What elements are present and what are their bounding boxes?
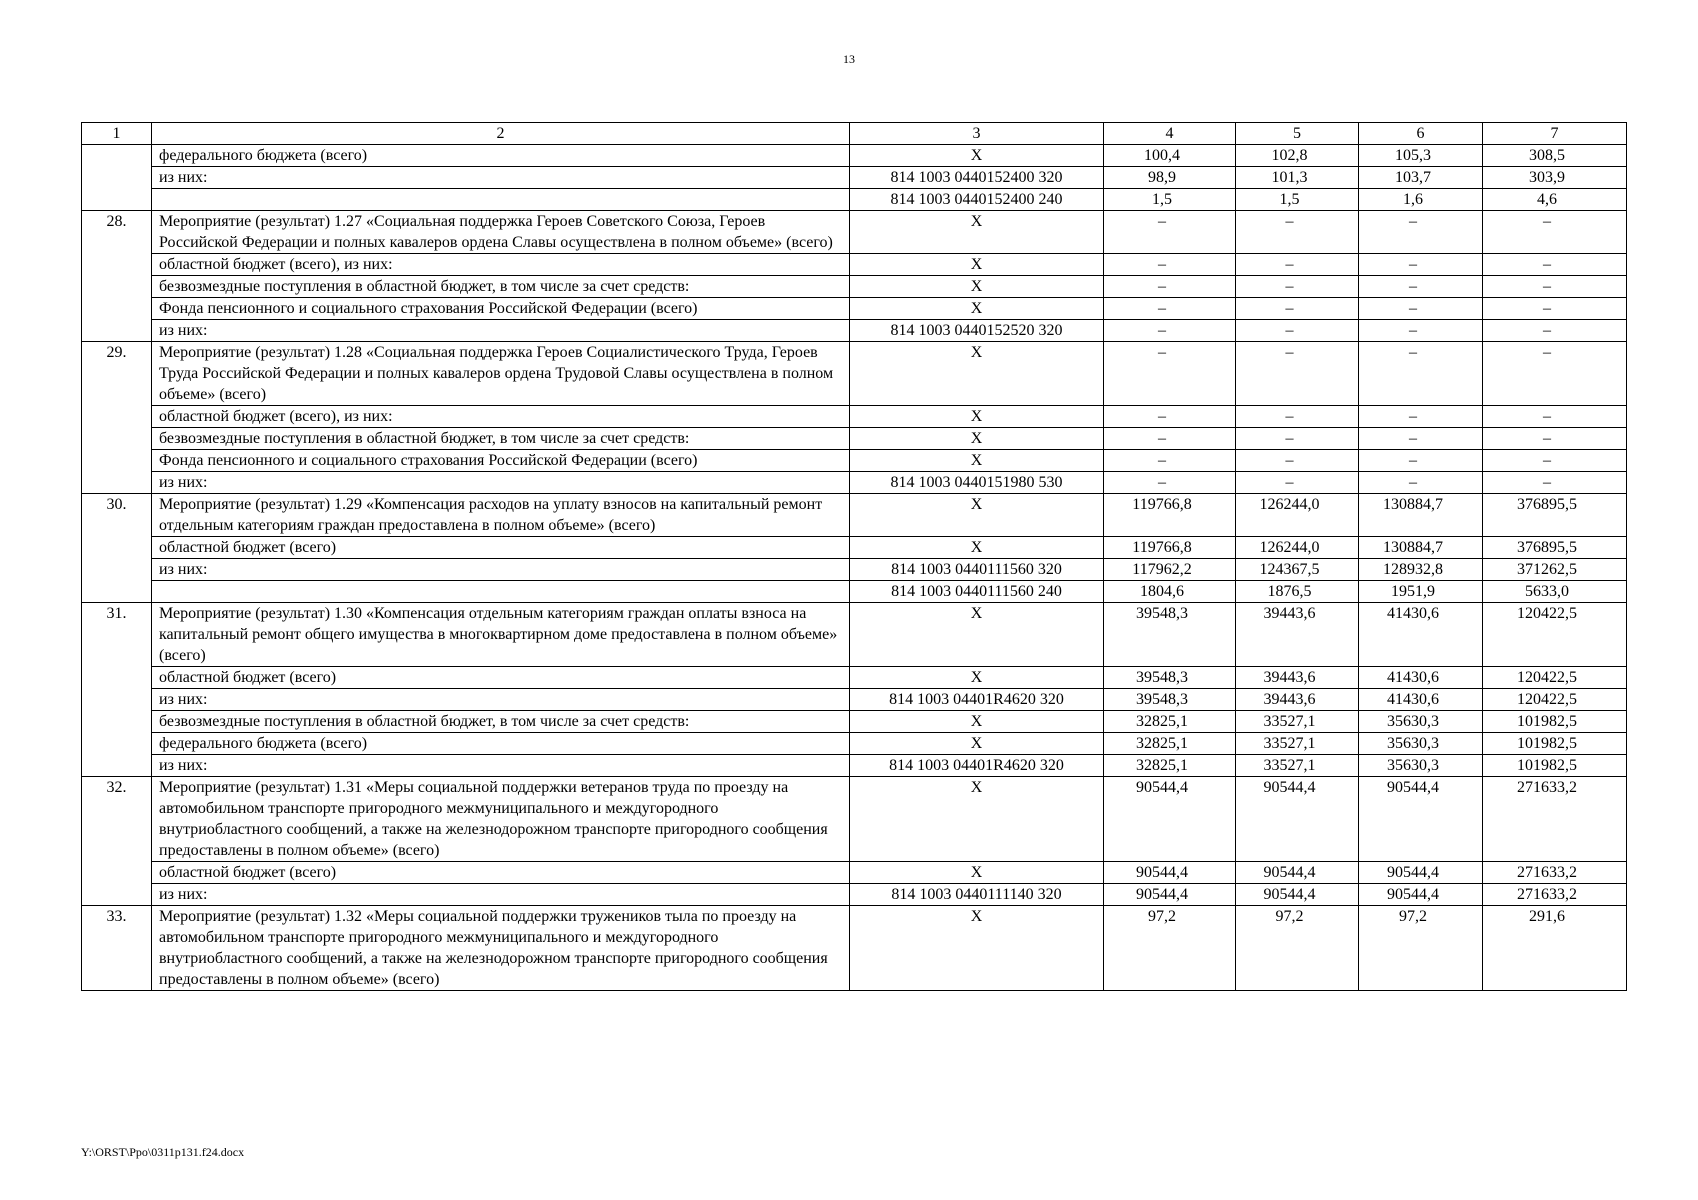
value-cell-total: –	[1483, 472, 1627, 494]
value-cell-year2: 33527,1	[1236, 711, 1359, 733]
value-cell-total: 101982,5	[1483, 755, 1627, 777]
value-cell-year2: 101,3	[1236, 167, 1359, 189]
value-cell-year3: 130884,7	[1359, 494, 1483, 537]
description-cell: областной бюджет (всего), из них:	[152, 254, 850, 276]
value-cell-total: 376895,5	[1483, 494, 1627, 537]
table-row	[82, 711, 1627, 733]
value-cell-total: –	[1483, 406, 1627, 428]
value-cell-year2: 1,5	[1236, 189, 1359, 211]
description-cell	[152, 189, 850, 211]
footer-file-path: Y:\ORST\Ppo\0311p131.f24.docx	[81, 1145, 245, 1159]
budget-code-cell: Х	[850, 733, 1104, 755]
value-cell-year2: –	[1236, 450, 1359, 472]
budget-code-cell: 814 1003 0440111560 320	[850, 559, 1104, 581]
description-cell: из них:	[152, 884, 850, 906]
budget-code-cell: Х	[850, 494, 1104, 537]
value-cell-year3: 41430,6	[1359, 603, 1483, 667]
table-row	[82, 450, 1627, 472]
value-cell-year3: 97,2	[1359, 906, 1483, 991]
value-cell-year3: 35630,3	[1359, 711, 1483, 733]
value-cell-year3: 90544,4	[1359, 862, 1483, 884]
value-cell-year1: –	[1104, 342, 1236, 406]
description-cell: из них:	[152, 755, 850, 777]
value-cell-year2: 102,8	[1236, 145, 1359, 167]
value-cell-year1: 39548,3	[1104, 689, 1236, 711]
value-cell-total: 5633,0	[1483, 581, 1627, 603]
table-row	[82, 494, 1627, 537]
description-cell: безвозмездные поступления в областной бюджет, в том числе за счет средств:	[152, 428, 850, 450]
table-row	[82, 406, 1627, 428]
value-cell-year1: 39548,3	[1104, 603, 1236, 667]
budget-code-cell: 814 1003 0440111140 320	[850, 884, 1104, 906]
value-cell-year2: –	[1236, 320, 1359, 342]
value-cell-year1: –	[1104, 472, 1236, 494]
value-cell-total: 308,5	[1483, 145, 1627, 167]
description-cell: Мероприятие (результат) 1.31 «Меры социальной поддержки ветеранов труда по проезду на автомобильном транспорте пригородного межмуниципального и междугородного внутриобластного сообщений, а также на железнодорожном транспорте пригородного сообщения предоставлены в полном объеме» (всего)	[152, 777, 850, 862]
value-cell-year2: 39443,6	[1236, 689, 1359, 711]
budget-code-cell: 814 1003 04401R4620 320	[850, 689, 1104, 711]
value-cell-year2: –	[1236, 428, 1359, 450]
value-cell-year2: 39443,6	[1236, 603, 1359, 667]
value-cell-year1: –	[1104, 211, 1236, 254]
value-cell-year3: 35630,3	[1359, 733, 1483, 755]
value-cell-total: 291,6	[1483, 906, 1627, 991]
value-cell-year2: 39443,6	[1236, 667, 1359, 689]
table-row	[82, 167, 1627, 189]
budget-table	[81, 122, 1627, 991]
value-cell-year3: 103,7	[1359, 167, 1483, 189]
value-cell-total: –	[1483, 428, 1627, 450]
value-cell-total: –	[1483, 276, 1627, 298]
description-cell: безвозмездные поступления в областной бюджет, в том числе за счет средств:	[152, 276, 850, 298]
description-cell: федерального бюджета (всего)	[152, 733, 850, 755]
row-number-cell: 31.	[82, 603, 152, 777]
header-cell-5: 5	[1236, 123, 1359, 145]
description-cell: областной бюджет (всего)	[152, 667, 850, 689]
value-cell-year1: 90544,4	[1104, 777, 1236, 862]
page-number: 13	[843, 52, 855, 66]
value-cell-year3: –	[1359, 428, 1483, 450]
value-cell-total: 120422,5	[1483, 603, 1627, 667]
value-cell-year1: 32825,1	[1104, 733, 1236, 755]
table-row	[82, 862, 1627, 884]
table-row	[82, 254, 1627, 276]
header-cell-4: 4	[1104, 123, 1236, 145]
header-cell-1: 1	[82, 123, 152, 145]
budget-code-cell: Х	[850, 342, 1104, 406]
description-cell: Мероприятие (результат) 1.29 «Компенсация расходов на уплату взносов на капитальный ремонт отдельным категориям граждан предоставлена в полном объеме» (всего)	[152, 494, 850, 537]
table-row	[82, 298, 1627, 320]
value-cell-year1: 1804,6	[1104, 581, 1236, 603]
value-cell-year1: –	[1104, 298, 1236, 320]
table-row	[82, 755, 1627, 777]
value-cell-year1: 100,4	[1104, 145, 1236, 167]
description-cell: безвозмездные поступления в областной бюджет, в том числе за счет средств:	[152, 711, 850, 733]
value-cell-year2: –	[1236, 406, 1359, 428]
value-cell-year1: 119766,8	[1104, 494, 1236, 537]
budget-code-cell: Х	[850, 862, 1104, 884]
value-cell-year3: 90544,4	[1359, 777, 1483, 862]
value-cell-year3: 90544,4	[1359, 884, 1483, 906]
value-cell-year3: 130884,7	[1359, 537, 1483, 559]
budget-code-cell: Х	[850, 777, 1104, 862]
value-cell-year3: –	[1359, 254, 1483, 276]
table-row	[82, 884, 1627, 906]
value-cell-total: –	[1483, 320, 1627, 342]
table-row	[82, 428, 1627, 450]
value-cell-year1: 117962,2	[1104, 559, 1236, 581]
description-cell: из них:	[152, 689, 850, 711]
value-cell-year3: –	[1359, 276, 1483, 298]
budget-code-cell: Х	[850, 428, 1104, 450]
value-cell-year3: 35630,3	[1359, 755, 1483, 777]
value-cell-year3: 1,6	[1359, 189, 1483, 211]
budget-code-cell: Х	[850, 211, 1104, 254]
value-cell-total: 120422,5	[1483, 667, 1627, 689]
table-row	[82, 777, 1627, 862]
value-cell-year3: 41430,6	[1359, 689, 1483, 711]
budget-code-cell: Х	[850, 450, 1104, 472]
value-cell-year3: –	[1359, 342, 1483, 406]
budget-code-cell: Х	[850, 906, 1104, 991]
value-cell-year1: –	[1104, 320, 1236, 342]
table-body	[82, 123, 1627, 991]
value-cell-total: 376895,5	[1483, 537, 1627, 559]
value-cell-year1: 90544,4	[1104, 862, 1236, 884]
description-cell: Мероприятие (результат) 1.30 «Компенсация отдельным категориям граждан оплаты взноса на капитальный ремонт общего имущества в многоквартирном доме предоставлена в полном объеме» (всего)	[152, 603, 850, 667]
table-header-row	[82, 123, 1627, 145]
budget-code-cell: Х	[850, 667, 1104, 689]
budget-code-cell: 814 1003 0440152400 240	[850, 189, 1104, 211]
value-cell-year2: 33527,1	[1236, 755, 1359, 777]
value-cell-year1: –	[1104, 406, 1236, 428]
value-cell-year1: 119766,8	[1104, 537, 1236, 559]
header-cell-3: 3	[850, 123, 1104, 145]
value-cell-year3: 128932,8	[1359, 559, 1483, 581]
row-number-cell	[82, 145, 152, 211]
table-row	[82, 733, 1627, 755]
description-cell: областной бюджет (всего)	[152, 537, 850, 559]
value-cell-total: 371262,5	[1483, 559, 1627, 581]
table-row	[82, 689, 1627, 711]
row-number-cell: 28.	[82, 211, 152, 342]
description-cell	[152, 581, 850, 603]
header-cell-2: 2	[152, 123, 850, 145]
value-cell-total: 271633,2	[1483, 777, 1627, 862]
table-row	[82, 906, 1627, 991]
description-cell: из них:	[152, 559, 850, 581]
table-row	[82, 537, 1627, 559]
description-cell: Мероприятие (результат) 1.28 «Социальная поддержка Героев Социалистического Труда, Героев Труда Российской Федерации и полных кавалеров ордена Трудовой Славы осуществлена в полном объеме» (всего)	[152, 342, 850, 406]
row-number-cell: 32.	[82, 777, 152, 906]
value-cell-year3: –	[1359, 211, 1483, 254]
value-cell-year2: 126244,0	[1236, 537, 1359, 559]
value-cell-year2: –	[1236, 254, 1359, 276]
budget-code-cell: 814 1003 0440111560 240	[850, 581, 1104, 603]
value-cell-year1: 98,9	[1104, 167, 1236, 189]
value-cell-year1: 39548,3	[1104, 667, 1236, 689]
budget-code-cell: 814 1003 0440151980 530	[850, 472, 1104, 494]
value-cell-total: –	[1483, 211, 1627, 254]
value-cell-year3: –	[1359, 472, 1483, 494]
row-number-cell: 33.	[82, 906, 152, 991]
value-cell-year1: 32825,1	[1104, 755, 1236, 777]
budget-code-cell: Х	[850, 298, 1104, 320]
value-cell-year2: –	[1236, 342, 1359, 406]
value-cell-year3: –	[1359, 406, 1483, 428]
value-cell-total: 101982,5	[1483, 711, 1627, 733]
value-cell-year2: 90544,4	[1236, 884, 1359, 906]
value-cell-year2: 1876,5	[1236, 581, 1359, 603]
value-cell-total: 271633,2	[1483, 862, 1627, 884]
value-cell-year1: 97,2	[1104, 906, 1236, 991]
table-row	[82, 342, 1627, 406]
value-cell-total: –	[1483, 298, 1627, 320]
value-cell-total: 120422,5	[1483, 689, 1627, 711]
budget-code-cell: 814 1003 04401R4620 320	[850, 755, 1104, 777]
value-cell-total: 4,6	[1483, 189, 1627, 211]
table-row	[82, 559, 1627, 581]
description-cell: из них:	[152, 167, 850, 189]
table-row	[82, 145, 1627, 167]
header-cell-7: 7	[1483, 123, 1627, 145]
value-cell-year2: 97,2	[1236, 906, 1359, 991]
value-cell-year3: 41430,6	[1359, 667, 1483, 689]
table-row	[82, 276, 1627, 298]
value-cell-year2: 126244,0	[1236, 494, 1359, 537]
value-cell-total: 271633,2	[1483, 884, 1627, 906]
description-cell: Мероприятие (результат) 1.27 «Социальная поддержка Героев Советского Союза, Героев Российской Федерации и полных кавалеров ордена Славы осуществлена в полном объеме» (всего)	[152, 211, 850, 254]
table-row	[82, 211, 1627, 254]
description-cell: Фонда пенсионного и социального страхования Российской Федерации (всего)	[152, 298, 850, 320]
row-number-cell: 29.	[82, 342, 152, 494]
header-cell-6: 6	[1359, 123, 1483, 145]
value-cell-year2: 90544,4	[1236, 862, 1359, 884]
value-cell-year1: 90544,4	[1104, 884, 1236, 906]
value-cell-year1: 32825,1	[1104, 711, 1236, 733]
value-cell-year3: 105,3	[1359, 145, 1483, 167]
value-cell-year2: 90544,4	[1236, 777, 1359, 862]
table-row	[82, 472, 1627, 494]
value-cell-year2: –	[1236, 472, 1359, 494]
value-cell-year3: –	[1359, 298, 1483, 320]
budget-code-cell: Х	[850, 406, 1104, 428]
value-cell-year1: –	[1104, 450, 1236, 472]
description-cell: из них:	[152, 320, 850, 342]
value-cell-year2: 33527,1	[1236, 733, 1359, 755]
value-cell-year2: –	[1236, 211, 1359, 254]
budget-code-cell: Х	[850, 603, 1104, 667]
value-cell-year2: 124367,5	[1236, 559, 1359, 581]
value-cell-year2: –	[1236, 298, 1359, 320]
value-cell-year1: –	[1104, 254, 1236, 276]
value-cell-year3: –	[1359, 320, 1483, 342]
value-cell-year2: –	[1236, 276, 1359, 298]
description-cell: федерального бюджета (всего)	[152, 145, 850, 167]
budget-code-cell: Х	[850, 711, 1104, 733]
budget-code-cell: Х	[850, 254, 1104, 276]
row-number-cell: 30.	[82, 494, 152, 603]
description-cell: областной бюджет (всего)	[152, 862, 850, 884]
budget-code-cell: 814 1003 0440152400 320	[850, 167, 1104, 189]
budget-code-cell: Х	[850, 537, 1104, 559]
value-cell-year3: 1951,9	[1359, 581, 1483, 603]
table-row	[82, 320, 1627, 342]
table-row	[82, 603, 1627, 667]
budget-code-cell: 814 1003 0440152520 320	[850, 320, 1104, 342]
value-cell-total: –	[1483, 342, 1627, 406]
description-cell: областной бюджет (всего), из них:	[152, 406, 850, 428]
budget-code-cell: Х	[850, 276, 1104, 298]
table-row	[82, 667, 1627, 689]
value-cell-year3: –	[1359, 450, 1483, 472]
description-cell: Фонда пенсионного и социального страхования Российской Федерации (всего)	[152, 450, 850, 472]
value-cell-total: –	[1483, 450, 1627, 472]
table-row	[82, 581, 1627, 603]
value-cell-total: 303,9	[1483, 167, 1627, 189]
value-cell-total: –	[1483, 254, 1627, 276]
value-cell-year1: –	[1104, 428, 1236, 450]
value-cell-year1: –	[1104, 276, 1236, 298]
budget-code-cell: Х	[850, 145, 1104, 167]
table-row	[82, 189, 1627, 211]
value-cell-year1: 1,5	[1104, 189, 1236, 211]
description-cell: из них:	[152, 472, 850, 494]
description-cell: Мероприятие (результат) 1.32 «Меры социальной поддержки тружеников тыла по проезду на автомобильном транспорте пригородного межмуниципального и междугородного внутриобластного сообщений, а также на железнодорожном транспорте пригородного сообщения предоставлены в полном объеме» (всего)	[152, 906, 850, 991]
value-cell-total: 101982,5	[1483, 733, 1627, 755]
